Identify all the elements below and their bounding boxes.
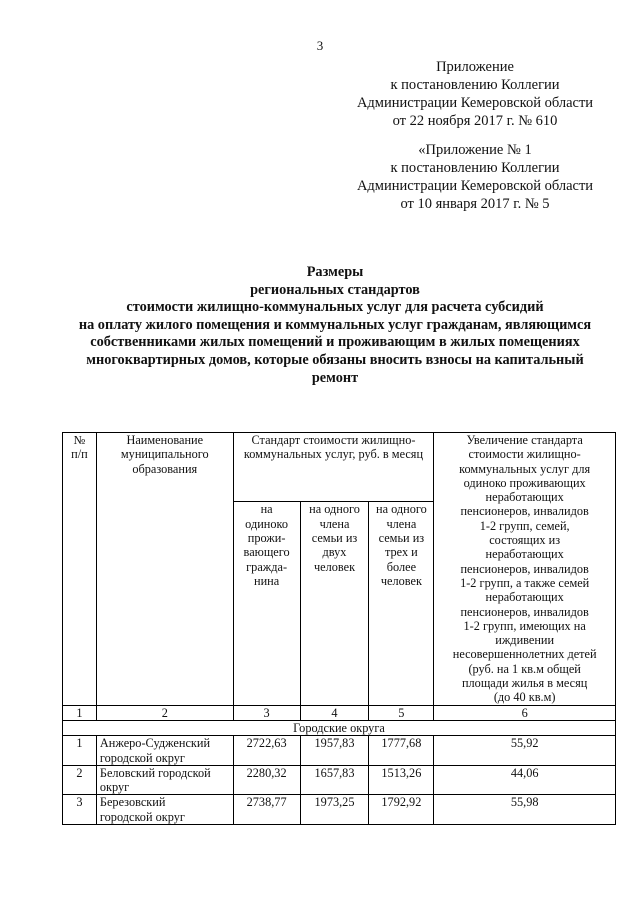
header-text: члена (386, 516, 417, 531)
column-number: 2 (96, 705, 233, 720)
appendix-current-line: Администрации Кемеровской области (356, 95, 594, 111)
header-text: образования (132, 461, 198, 476)
title-line: на оплату жилого помещения и коммунальных услуг гражданам, являющимся (78, 316, 592, 333)
column-number: 4 (300, 705, 369, 720)
header-text: (руб. на 1 кв.м общей (468, 661, 581, 676)
header-text: Наименование (126, 433, 204, 447)
row-value-single: 2722,63 (233, 736, 300, 766)
row-name (96, 795, 233, 825)
header-text: коммунальных услуг, руб. в месяц (243, 447, 424, 462)
title-line: Размеры (306, 264, 364, 280)
header-text: на одного (375, 502, 427, 517)
header-text: семьи из (311, 530, 358, 545)
appendix-original-line: «Приложение № 1 (418, 142, 532, 158)
header-text: более (386, 559, 417, 574)
row-value-increase: 44,06 (434, 765, 616, 795)
header-text: площади жилья в месяц (461, 676, 588, 691)
appendix-current-line: Приложение (436, 59, 514, 75)
row-name-line: Беловский городской (99, 765, 211, 780)
header-text: несовершеннолетних детей (452, 647, 597, 662)
row-num: 3 (63, 795, 97, 825)
header-text: Увеличение стандарта (466, 433, 583, 447)
page-number: 3 (316, 38, 324, 53)
header-text: неработающих (485, 590, 564, 605)
column-number: 1 (63, 705, 97, 720)
title-line: ремонт (311, 369, 359, 386)
title-line: региональных стандартов (250, 281, 420, 298)
header-text: гражда- (246, 559, 288, 574)
header-text: 1-2 групп, а также семей (460, 575, 590, 590)
group-row (63, 720, 616, 735)
row-name-line: Березовский (99, 795, 166, 810)
row-name-line: округ (99, 780, 130, 795)
appendix-current-line: к постановлению Коллегии (390, 77, 560, 93)
row-value-three: 1513,26 (369, 765, 434, 795)
appendix-original-line: от 10 января 2017 г. № 5 (400, 196, 550, 212)
row-value-two: 1657,83 (300, 765, 369, 795)
header-text: пенсионеров, инвалидов (460, 604, 589, 619)
table-row (63, 795, 616, 825)
appendix-current-line: от 22 ноября 2017 г. № 610 (392, 113, 558, 129)
header-text: прожи- (247, 530, 286, 545)
header-text: семьи из (378, 530, 425, 545)
header-text: двух (322, 545, 347, 560)
column-number: 3 (233, 705, 300, 720)
header-text: № (73, 433, 86, 447)
header-text: 1-2 групп, семей, (479, 518, 570, 533)
appendix-original-block (340, 141, 610, 213)
header-text: пенсионеров, инвалидов (460, 561, 589, 576)
row-value-single: 2738,77 (233, 795, 300, 825)
header-text: коммунальных услуг для (459, 461, 591, 476)
document-title (40, 264, 630, 387)
header-text: стоимости жилищно- (468, 447, 581, 462)
group-label: Городские округа (63, 720, 616, 735)
header-text: иждивении (495, 633, 555, 648)
row-value-two: 1973,25 (300, 795, 369, 825)
header-text: неработающих (485, 490, 564, 505)
header-text: одиноко проживающих (463, 475, 586, 490)
header-text: состоящих из (489, 533, 561, 548)
header-text: одиноко (245, 516, 289, 531)
header-text: Стандарт стоимости жилищно- (251, 433, 416, 447)
row-num: 2 (63, 765, 97, 795)
header-name (96, 433, 233, 706)
header-text: муниципального (120, 447, 209, 462)
row-name-line: городской округ (99, 809, 185, 824)
row-value-two: 1957,83 (300, 736, 369, 766)
appendix-current-block (340, 58, 610, 130)
header-three-plus (369, 502, 434, 705)
header-text: пенсионеров, инвалидов (460, 504, 589, 519)
header-increase (434, 433, 616, 706)
appendix-original-line: Администрации Кемеровской области (356, 178, 594, 194)
header-text: нина (254, 573, 280, 588)
title-line: собственниками жилых помещений и проживающим в жилых помещениях (90, 334, 580, 351)
header-text: (до 40 кв.м) (493, 690, 556, 705)
header-text: на (260, 502, 273, 517)
row-value-increase: 55,92 (434, 736, 616, 766)
table-row (63, 765, 616, 795)
row-name-line: Анжеро-Судженский (99, 736, 211, 751)
row-name-line: городской округ (99, 750, 185, 765)
header-text: неработающих (485, 547, 564, 562)
column-number: 6 (434, 705, 616, 720)
row-name (96, 736, 233, 766)
row-value-three: 1792,92 (369, 795, 434, 825)
appendix-original-line: к постановлению Коллегии (390, 160, 560, 176)
header-text: 1-2 групп, имеющих на (463, 618, 586, 633)
header-text: человек (380, 573, 422, 588)
title-line: стоимости жилищно-коммунальных услуг для расчета субсидий (126, 299, 544, 316)
header-single (233, 502, 300, 705)
header-text: вающего (243, 545, 290, 560)
header-text: члена (319, 516, 350, 531)
column-number: 5 (369, 705, 434, 720)
row-value-increase: 55,98 (434, 795, 616, 825)
title-line: многоквартирных домов, которые обязаны вносить взносы на капитальный (86, 351, 584, 368)
header-standard (233, 433, 434, 502)
table-row (63, 736, 616, 766)
header-text: трех и (384, 545, 418, 560)
header-text: на одного (309, 502, 360, 517)
row-name (96, 765, 233, 795)
row-value-three: 1777,68 (369, 736, 434, 766)
header-two-person (300, 502, 369, 705)
row-num: 1 (63, 736, 97, 766)
header-num (63, 433, 97, 706)
header-text: человек (313, 559, 356, 574)
standards-table (62, 432, 616, 825)
table-header-row (63, 433, 616, 502)
column-number-row (63, 705, 616, 720)
header-text: п/п (71, 447, 88, 462)
row-value-single: 2280,32 (233, 765, 300, 795)
